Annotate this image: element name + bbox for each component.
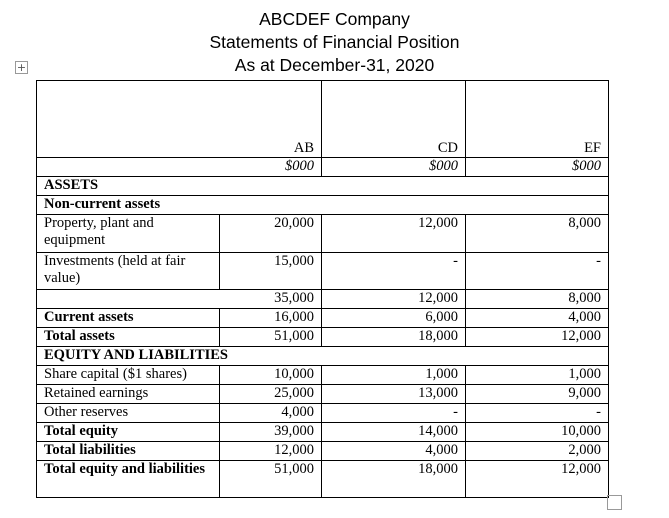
header-ab: AB — [37, 81, 322, 158]
value-cd: - — [322, 404, 466, 423]
table-row — [37, 385, 609, 404]
value-cd: 18,000 — [322, 461, 466, 498]
unit-row — [37, 158, 609, 177]
value-ef: 10,000 — [466, 423, 609, 442]
value-ef: 9,000 — [466, 385, 609, 404]
section-non-current: Non-current assets — [37, 196, 609, 215]
value-ef: - — [466, 253, 609, 290]
row-label: Investments (held at fair value) — [37, 253, 220, 290]
value-ef: 12,000 — [466, 328, 609, 347]
value-cd: 18,000 — [322, 328, 466, 347]
row-label: Total equity — [37, 423, 220, 442]
value-ef: 8,000 — [466, 290, 609, 309]
section-equity-liabilities: EQUITY AND LIABILITIES — [37, 347, 609, 366]
row-label: Total equity and liabilities — [37, 461, 220, 498]
value-ef: 12,000 — [466, 461, 609, 498]
value-cd: 4,000 — [322, 442, 466, 461]
table-row — [37, 442, 609, 461]
value-ab: 10,000 — [220, 366, 322, 385]
table-row — [37, 328, 609, 347]
value-ef: 4,000 — [466, 309, 609, 328]
statement-date: As at December-31, 2020 — [234, 55, 435, 75]
table-move-handle-icon[interactable]: + — [16, 61, 27, 74]
unit-cd: $000 — [322, 158, 466, 177]
table-row — [37, 215, 609, 253]
value-cd: 12,000 — [322, 215, 466, 253]
header-cd: CD — [322, 81, 466, 158]
value-ab: 51,000 — [220, 461, 322, 498]
header-ef: EF — [466, 81, 609, 158]
value-ab: 39,000 — [220, 423, 322, 442]
unit-ab: $000 — [37, 158, 322, 177]
value-ef: 1,000 — [466, 366, 609, 385]
row-label: Total liabilities — [37, 442, 220, 461]
financial-position-table — [36, 80, 609, 498]
table-row — [37, 309, 609, 328]
section-assets: ASSETS — [37, 177, 609, 196]
row-label: Current assets — [37, 309, 220, 328]
value-ab: 25,000 — [220, 385, 322, 404]
value-cd: 12,000 — [322, 290, 466, 309]
row-label: Property, plant and equipment — [37, 215, 220, 253]
value-ab: 15,000 — [220, 253, 322, 290]
value-ab: 12,000 — [220, 442, 322, 461]
value-cd: 14,000 — [322, 423, 466, 442]
value-ef: 2,000 — [466, 442, 609, 461]
row-label: Other reserves — [37, 404, 220, 423]
value-ab: 20,000 — [220, 215, 322, 253]
value-ef: - — [466, 404, 609, 423]
value-ab: 16,000 — [220, 309, 322, 328]
row-label: Total assets — [37, 328, 220, 347]
row-label: Retained earnings — [37, 385, 220, 404]
table-row — [37, 461, 609, 498]
value-cd: 6,000 — [322, 309, 466, 328]
value-cd: - — [322, 253, 466, 290]
value-ab: 4,000 — [220, 404, 322, 423]
company-name: ABCDEF Company — [259, 9, 410, 29]
value-cd: 1,000 — [322, 366, 466, 385]
statement-title: Statements of Financial Position — [209, 32, 460, 52]
table-resize-handle[interactable] — [607, 495, 622, 510]
table-row — [37, 423, 609, 442]
value-ab: 35,000 — [37, 290, 322, 309]
table-row — [37, 404, 609, 423]
row-label: Share capital ($1 shares) — [37, 366, 220, 385]
value-ef: 8,000 — [466, 215, 609, 253]
value-cd: 13,000 — [322, 385, 466, 404]
header-row — [37, 81, 609, 158]
table-row — [37, 366, 609, 385]
value-ab: 51,000 — [220, 328, 322, 347]
unit-ef: $000 — [466, 158, 609, 177]
table-row — [37, 290, 609, 309]
table-row — [37, 253, 609, 290]
